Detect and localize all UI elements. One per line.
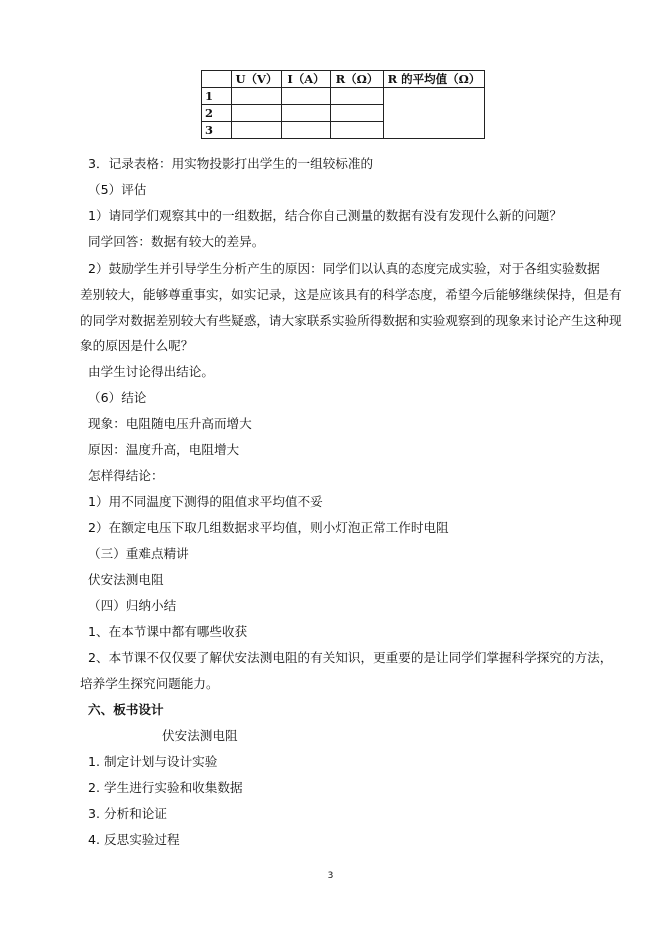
summary-item-2-line-2: 培养学生探究问题能力。: [80, 676, 219, 691]
summary-item-2-line-1: 2、本节课不仅仅要了解伏安法测电阻的有关知识，更重要的是让同学们掌握科学探究的方法，: [88, 650, 613, 665]
table-cell: [282, 105, 331, 122]
board-item-4: 4. 反思实验过程: [88, 832, 180, 847]
encourage-line-1: 2）鼓励学生并引导学生分析产生的原因：同学们以认真的态度完成实验，对于各组实验数据: [88, 261, 600, 276]
key-points-heading: （三）重难点精讲: [88, 546, 189, 561]
encourage-line-2: 差别较大，能够尊重事实，如实记录，这是应该具有的科学态度，希望今后能够继续保持，但是有: [80, 287, 622, 302]
table-cell: [282, 88, 331, 105]
question-line: 1）请同学们观察其中的一组数据，结合你自己测量的数据有没有发现什么新的问题？: [88, 208, 562, 223]
summary-heading: （四）归纳小结: [88, 598, 177, 613]
table-cell: [232, 105, 282, 122]
summary-item-1: 1、在本节课中都有哪些收获: [88, 624, 248, 639]
conclusion-heading: （6）结论: [88, 390, 147, 405]
key-points-body: 伏安法测电阻: [88, 572, 164, 587]
record-line: 3．记录表格：用实物投影打出学生的一组较标准的: [88, 156, 374, 171]
board-item-3: 3. 分析和论证: [88, 806, 167, 821]
table-row-label: 2: [202, 105, 232, 122]
table-cell-merged: [384, 88, 485, 139]
board-design-heading: 六、板书设计: [88, 702, 164, 717]
table-header-cell: R 的平均值（Ω）: [384, 71, 485, 88]
table-header-row: [202, 71, 485, 88]
page-number: 3: [327, 871, 334, 881]
table-row-label: 1: [202, 88, 232, 105]
table-cell: [282, 122, 331, 139]
table-cell: [331, 88, 384, 105]
phenomenon-line: 现象：电阻随电压升高而增大: [88, 416, 252, 431]
discuss-line: 由学生讨论得出结论。: [88, 364, 214, 379]
board-item-2: 2. 学生进行实验和收集数据: [88, 780, 243, 795]
table-row-label: 3: [202, 122, 232, 139]
how-line: 怎样得结论：: [88, 468, 164, 483]
how-item-2: 2）在额定电压下取几组数据求平均值，则小灯泡正常工作时电阻: [88, 520, 449, 535]
table-header-cell: I（A）: [282, 71, 331, 88]
reason-line: 原因：温度升高，电阻增大: [88, 442, 240, 457]
board-title: 伏安法测电阻: [162, 728, 238, 743]
encourage-line-3: 的同学对数据差别较大有些疑惑，请大家联系实验所得数据和实验观察到的现象来讨论产生这种现: [80, 313, 622, 328]
table-cell: [232, 122, 282, 139]
table-header-cell: R（Ω）: [331, 71, 384, 88]
answer-line: 同学回答：数据有较大的差异。: [88, 234, 265, 249]
data-table: [201, 70, 485, 139]
table-row: [202, 88, 485, 105]
encourage-line-4: 象的原因是什么呢？: [80, 338, 194, 353]
how-item-1: 1）用不同温度下测得的阻值求平均值不妥: [88, 494, 323, 509]
table-header-cell: U（V）: [232, 71, 282, 88]
table-header-cell: [202, 71, 232, 88]
evaluate-heading: （5）评估: [88, 182, 147, 197]
board-item-1: 1. 制定计划与设计实验: [88, 754, 218, 769]
table-cell: [232, 88, 282, 105]
table-cell: [331, 105, 384, 122]
table-cell: [331, 122, 384, 139]
